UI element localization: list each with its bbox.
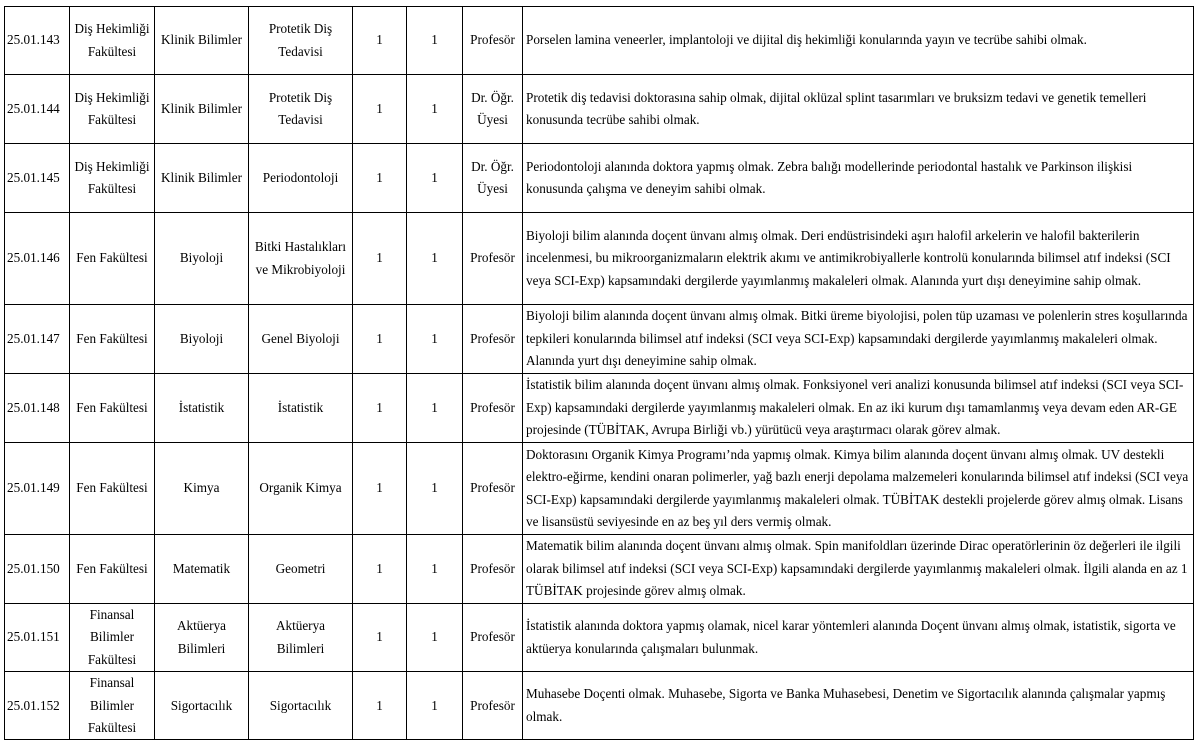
position-code: 25.01.146: [5, 213, 70, 305]
position-code: 25.01.148: [5, 374, 70, 443]
title-cell: Profesör: [463, 213, 523, 305]
department-cell: Kimya: [155, 443, 249, 535]
table-row: [5, 374, 1194, 443]
faculty-cell: Fen Fakültesi: [70, 305, 155, 374]
department-cell: Klinik Bilimler: [155, 7, 249, 75]
department-cell: İstatistik: [155, 374, 249, 443]
requirement-cell: İstatistik bilim alanında doçent ünvanı almış olmak. Fonksiyonel veri analizi konusunda bilimsel atıf indeksi (SCI veya SCI-Exp) kapsamındaki dergilerde yayımlanmış makaleleri olmak. En az iki kurum dışı tamamlanmış veya devam eden AR-GE projesinde (TÜBİTAK, Avrupa Birliği vb.) yürütücü veya araştırmacı olarak görev almak.: [523, 374, 1194, 443]
table-row: [5, 213, 1194, 305]
table-row: [5, 443, 1194, 535]
department-cell: Aktüerya Bilimleri: [155, 604, 249, 672]
requirement-cell: Periodontoloji alanında doktora yapmış olmak. Zebra balığı modellerinde periodontal hastalık ve Parkinson ilişkisi konusunda çalışma ve deneyim sahibi olmak.: [523, 144, 1194, 213]
count-cell: 1: [353, 144, 407, 213]
requirement-cell: Biyoloji bilim alanında doçent ünvanı almış olmak. Bitki üreme biyolojisi, polen tüp uzaması ve polenlerin stres koşullarında tepkileri konularında bilimsel atıf indeksi (SCI veya SCI-Exp) kapsamındaki dergilerde yayımlanmış makaleleri olmak. Alanında yurt dışı deneyimine sahip olmak.: [523, 305, 1194, 374]
position-code: 25.01.151: [5, 604, 70, 672]
program-cell: Protetik Diş Tedavisi: [249, 75, 353, 144]
department-cell: Sigortacılık: [155, 672, 249, 740]
count-cell: 1: [353, 535, 407, 604]
position-code: 25.01.150: [5, 535, 70, 604]
requirement-cell: Muhasebe Doçenti olmak. Muhasebe, Sigorta ve Banka Muhasebesi, Denetim ve Sigortacılık alanında çalışmalar yapmış olmak.: [523, 672, 1194, 740]
table-row: [5, 144, 1194, 213]
table-row: [5, 672, 1194, 740]
position-code: 25.01.143: [5, 7, 70, 75]
program-cell: Protetik Diş Tedavisi: [249, 7, 353, 75]
title-cell: Dr. Öğr. Üyesi: [463, 75, 523, 144]
count-cell: 1: [407, 672, 463, 740]
count-cell: 1: [353, 305, 407, 374]
title-cell: Profesör: [463, 672, 523, 740]
count-cell: 1: [407, 443, 463, 535]
count-cell: 1: [407, 144, 463, 213]
title-cell: Profesör: [463, 7, 523, 75]
faculty-cell: Diş Hekimliği Fakültesi: [70, 75, 155, 144]
faculty-cell: Fen Fakültesi: [70, 213, 155, 305]
requirement-cell: Protetik diş tedavisi doktorasına sahip olmak, dijital oklüzal splint tasarımları ve bruksizm tedavi ve genetik temelleri konusunda tecrübe sahibi olmak.: [523, 75, 1194, 144]
department-cell: Klinik Bilimler: [155, 144, 249, 213]
title-cell: Dr. Öğr. Üyesi: [463, 144, 523, 213]
program-cell: Genel Biyoloji: [249, 305, 353, 374]
program-cell: Periodontoloji: [249, 144, 353, 213]
position-code: 25.01.152: [5, 672, 70, 740]
department-cell: Klinik Bilimler: [155, 75, 249, 144]
faculty-cell: Fen Fakültesi: [70, 374, 155, 443]
faculty-cell: Fen Fakültesi: [70, 535, 155, 604]
faculty-cell: Finansal Bilimler Fakültesi: [70, 672, 155, 740]
position-code: 25.01.145: [5, 144, 70, 213]
requirement-cell: Matematik bilim alanında doçent ünvanı almış olmak. Spin manifoldları üzerinde Dirac operatörlerinin öz değerleri ile ilgili olarak bilimsel atıf indeksi (SCI veya SCI-Exp) kapsamındaki dergilerde yayımlanmış makaleleri olmak. İlgili alanda en az 1 TÜBİTAK projesinde görev almış olmak.: [523, 535, 1194, 604]
faculty-cell: Finansal Bilimler Fakültesi: [70, 604, 155, 672]
department-cell: Biyoloji: [155, 305, 249, 374]
title-cell: Profesör: [463, 305, 523, 374]
count-cell: 1: [353, 75, 407, 144]
requirement-cell: Doktorasını Organik Kimya Programı’nda yapmış olmak. Kimya bilim alanında doçent ünvanı almış olmak. UV destekli elektro-eğirme, kendini onaran polimerler, yağ bazlı enerji depolama malzemeleri konularında bilimsel atıf indeksi (SCI veya SCI-Exp) kapsamındaki dergilerde yayımlanmış makaleleri olmak. TÜBİTAK destekli projelerde görev almış olmak. Lisans ve lisansüstü seviyesinde en az beş yıl ders vermiş olmak.: [523, 443, 1194, 535]
table-row: [5, 604, 1194, 672]
title-cell: Profesör: [463, 374, 523, 443]
requirement-cell: Biyoloji bilim alanında doçent ünvanı almış olmak. Deri endüstrisindeki aşırı halofil arkelerin ve halofil bakterilerin incelenmesi, bu mikroorganizmaların elektrik akımı ve antimikrobiyallerle kontrolü konularında bilimsel atıf indeksi (SCI veya SCI-Exp) kapsamındaki dergilerde yayımlanmış makaleleri olmak. Alanında yurt dışı deneyimine sahip olmak.: [523, 213, 1194, 305]
table-row: [5, 535, 1194, 604]
program-cell: Aktüerya Bilimleri: [249, 604, 353, 672]
count-cell: 1: [407, 535, 463, 604]
requirement-cell: İstatistik alanında doktora yapmış olamak, nicel karar yöntemleri alanında Doçent ünvanı almış olmak, istatistik, sigorta ve aktüerya konularında çalışmaları bulunmak.: [523, 604, 1194, 672]
title-cell: Profesör: [463, 443, 523, 535]
count-cell: 1: [407, 374, 463, 443]
table-row: [5, 7, 1194, 75]
program-cell: Geometri: [249, 535, 353, 604]
department-cell: Matematik: [155, 535, 249, 604]
program-cell: Bitki Hastalıkları ve Mikrobiyoloji: [249, 213, 353, 305]
program-cell: İstatistik: [249, 374, 353, 443]
count-cell: 1: [353, 672, 407, 740]
department-cell: Biyoloji: [155, 213, 249, 305]
position-code: 25.01.147: [5, 305, 70, 374]
position-code: 25.01.149: [5, 443, 70, 535]
count-cell: 1: [353, 7, 407, 75]
count-cell: 1: [353, 443, 407, 535]
count-cell: 1: [407, 7, 463, 75]
count-cell: 1: [353, 374, 407, 443]
count-cell: 1: [407, 75, 463, 144]
table-row: [5, 305, 1194, 374]
count-cell: 1: [353, 213, 407, 305]
faculty-cell: Diş Hekimliği Fakültesi: [70, 7, 155, 75]
title-cell: Profesör: [463, 535, 523, 604]
faculty-cell: Fen Fakültesi: [70, 443, 155, 535]
program-cell: Sigortacılık: [249, 672, 353, 740]
program-cell: Organik Kimya: [249, 443, 353, 535]
position-table: [4, 6, 1194, 740]
count-cell: 1: [407, 213, 463, 305]
count-cell: 1: [407, 305, 463, 374]
title-cell: Profesör: [463, 604, 523, 672]
table-row: [5, 75, 1194, 144]
position-code: 25.01.144: [5, 75, 70, 144]
faculty-cell: Diş Hekimliği Fakültesi: [70, 144, 155, 213]
count-cell: 1: [353, 604, 407, 672]
count-cell: 1: [407, 604, 463, 672]
requirement-cell: Porselen lamina veneerler, implantoloji ve dijital diş hekimliği konularında yayın ve tecrübe sahibi olmak.: [523, 7, 1194, 75]
